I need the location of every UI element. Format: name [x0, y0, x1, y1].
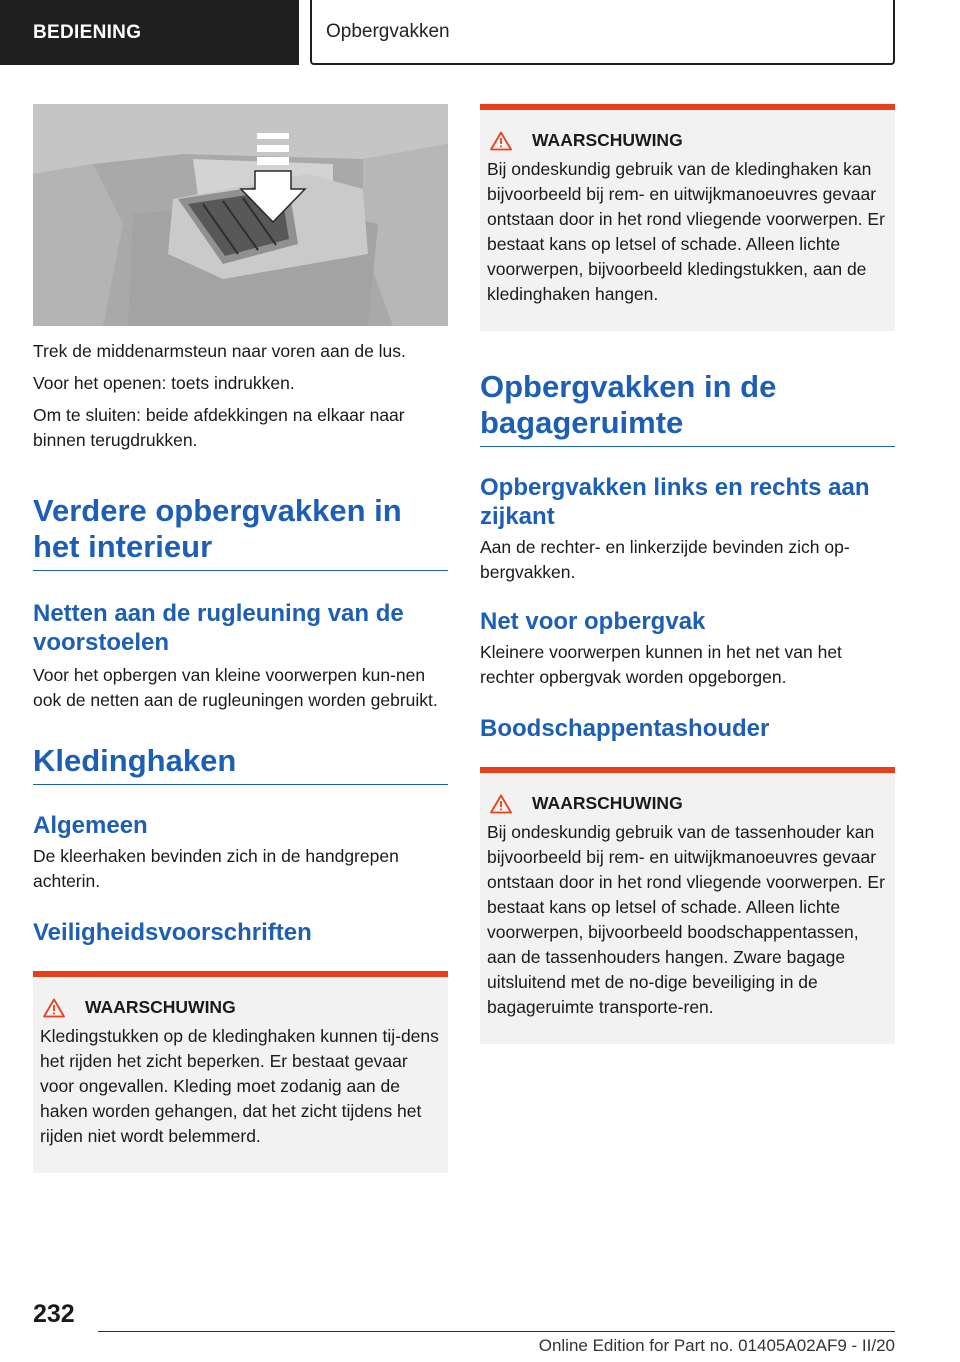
heading-net-voor-opbergvak: Net voor opbergvak [480, 608, 706, 635]
heading-links-rechts: Opbergvakken links en rechts aan zijkant [480, 474, 870, 530]
right-column [480, 104, 895, 1044]
warning-triangle-icon [490, 794, 512, 814]
warning-triangle-icon [490, 131, 512, 151]
warning-box-kleding-zicht [33, 971, 448, 1173]
caption-line-2: Voor het openen: toets indrukken. [33, 373, 295, 393]
warning-text: Kledingstukken op de kledinghaken kunnen tij-dens het rijden het zicht beperken. Er bestaat gevaar voor ongevallen. Kleding moet zodanig aan de haken worden gehangen, dat het zicht tijdens het rijden niet wordt belemmerd. [40, 1026, 439, 1146]
warning-box-tassenhouder [480, 767, 895, 1044]
heading-veiligheidsvoorschriften: Veiligheidsvoorschriften [33, 919, 312, 946]
paragraph-net: Kleinere voorwerpen kunnen in het net van het rechter opbergvak worden opgeborgen. [480, 642, 842, 687]
warning-title: WAARSCHUWING [532, 130, 683, 150]
left-column [33, 104, 448, 1173]
warning-title: WAARSCHUWING [85, 997, 236, 1017]
header-section-label: BEDIENING [0, 0, 299, 65]
heading-algemeen: Algemeen [33, 812, 148, 839]
warning-text: Bij ondeskundig gebruik van de tassenhouder kan bijvoorbeeld bij rem- en uitwijkmanoeuvres gevaar ontstaan door in het rond vliegende voorwerpen. Er bestaat kans op letsel of schade. Alleen lichte voorwerpen, bijvoorbeeld boodschappentassen, aan de tassenhouders hangen. Zware bagage uitsluitend met de no-dige beveiliging in de bagageruimte transporte-ren. [487, 822, 885, 1017]
heading-opbergvakken-bagageruimte: Opbergvakken in de bagageruimte [480, 369, 895, 447]
page-number: 232 [33, 1300, 75, 1328]
heading-verdere-opbergvakken: Verdere opbergvakken in het interieur [33, 493, 448, 571]
warning-text: Bij ondeskundig gebruik van de kledinghaken kan bijvoorbeeld bij rem- en uitwijkmanoeuvres gevaar ontstaan door in het rond vliegende voorwerpen. Er bestaat kans op letsel of schade. Alleen lichte voorwerpen, bijvoorbeeld kledingstukken, aan de kledinghaken hangen. [487, 159, 885, 304]
heading-boodschappentashouder: Boodschappentashouder [480, 715, 770, 742]
footer-edition: Online Edition for Part no. 01405A02AF9 - II/20 [538, 1336, 895, 1355]
warning-title: WAARSCHUWING [532, 793, 683, 813]
header-topic-label: Opbergvakken [310, 0, 895, 65]
paragraph-links-rechts: Aan de rechter- en linkerzijde bevinden zich op-bergvakken. [480, 537, 850, 582]
footer-divider [98, 1331, 895, 1332]
paragraph-netten: Voor het opbergen van kleine voorwerpen kun-nen ook de netten aan de rugleuningen worden gebruikt. [33, 665, 438, 710]
warning-box-kledinghaken [480, 104, 895, 331]
caption-line-3: Om te sluiten: beide afdekkingen na elkaar naar binnen terugdrukken. [33, 405, 405, 450]
armrest-illustration [33, 104, 448, 326]
warning-triangle-icon [43, 998, 65, 1018]
caption-line-1: Trek de middenarmsteun naar voren aan de lus. [33, 341, 406, 361]
heading-kledinghaken: Kledinghaken [33, 743, 448, 785]
paragraph-algemeen: De kleerhaken bevinden zich in de handgrepen achterin. [33, 846, 399, 891]
heading-netten: Netten aan de rugleuning van de voorstoelen [33, 600, 404, 656]
